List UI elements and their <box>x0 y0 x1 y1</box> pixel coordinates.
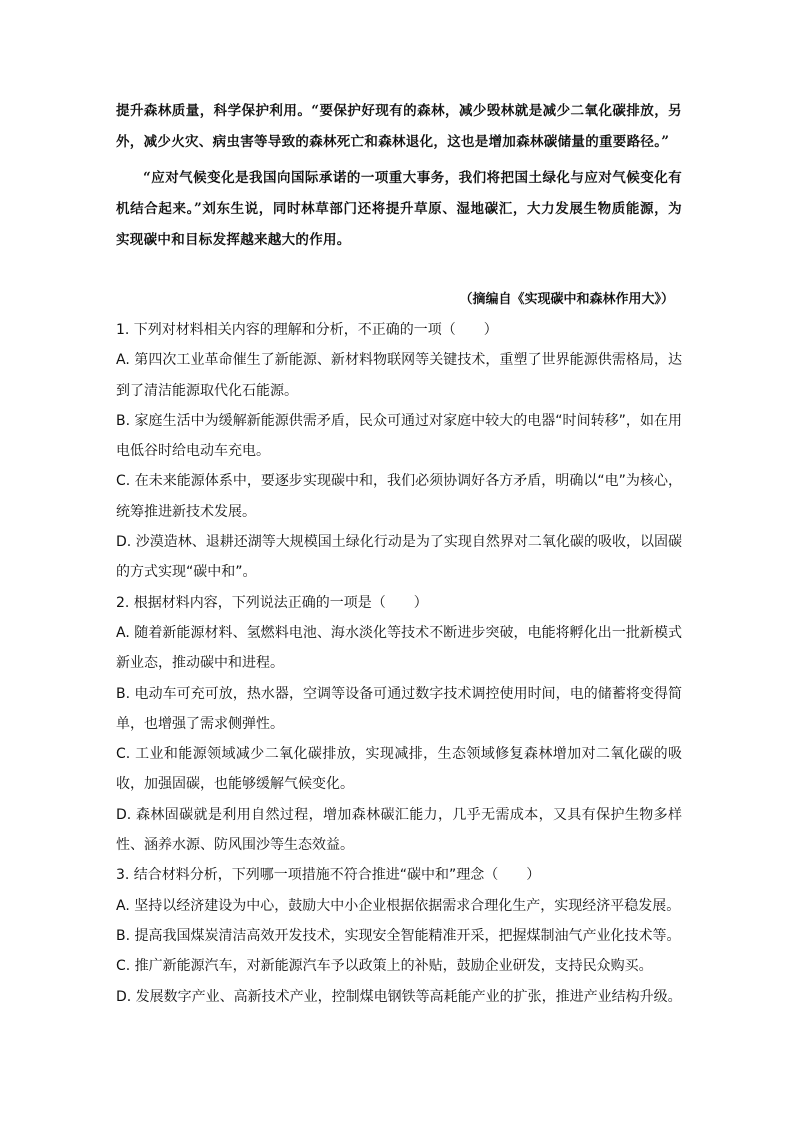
passage <box>116 96 682 256</box>
question-2 <box>116 588 682 861</box>
option-c: C. 在未来能源体系中，要逐步实现碳中和，我们必须协调好各方矛盾，明确以“电”为核心，统筹推进新技术发展。 <box>116 473 682 520</box>
passage-source: （摘编自《实现碳中和森林作用大》） <box>459 292 674 307</box>
passage-paragraph-1: 提升森林质量，科学保护利用。“要保护好现有的森林，减少毁林就是减少二氧化碳排放，另外，减少火灾、病虫害等导致的森林死亡和森林退化，这也是增加森林碳储量的重要路径。” <box>116 103 682 150</box>
option-b: B. 电动车可充可放，热水器，空调等设备可通过数字技术调控使用时间，电的储蓄将变得简单，也增强了需求侧弹性。 <box>116 685 682 732</box>
option-a: A. 随着新能源材料、氢燃料电池、海水淡化等技术不断进步突破，电能将孵化出一批新模式新业态，推动碳中和进程。 <box>116 624 682 672</box>
question-list <box>116 315 682 1012</box>
question-stem: 1. 下列对材料相关内容的理解和分析，不正确的一项（ ） <box>116 322 498 338</box>
option-a: A. 坚持以经济建设为中心，鼓励大中小企业根据依据需求合理化生产，实现经济平稳发展。 <box>116 897 681 914</box>
option-d: D. 森林固碳就是利用自然过程，增加森林碳汇能力，几乎无需成本，又具有保护生物多样性、涵养水源、防风围沙等生态效益。 <box>116 806 682 854</box>
option-c: C. 推广新能源汽车，对新能源汽车予以政策上的补贴，鼓励企业研发，支持民众购买。 <box>116 958 653 975</box>
question-stem: 3. 结合材料分析，下列哪一项措施不符合推进“碳中和”理念（ ） <box>116 867 541 884</box>
option-d: D. 发展数字产业、高新技术产业，控制煤电钢铁等高耗能产业的扩张，推进产业结构升级。 <box>116 988 682 1005</box>
passage-paragraph-2: “应对气候变化是我国向国际承诺的一项重大事务，我们将把国土绿化与应对气候变化有机结合起来。”刘东生说，同时林草部门还将提升草原、湿地碳汇，大力发展生物质能源，为实现碳中和目标发挥越来越大的作用。 <box>116 170 682 248</box>
option-d: D. 沙漠造林、退耕还湖等大规模国土绿化行动是为了实现自然界对二氧化碳的吸收，以固碳的方式实现“碳中和”。 <box>116 534 682 581</box>
question-1 <box>116 315 682 588</box>
question-stem: 2. 根据材料内容，下列说法正确的一项是（ ） <box>116 594 428 611</box>
option-c: C. 工业和能源领域减少二氧化碳排放，实现减排，生态领域修复森林增加对二氧化碳的吸收，加强固碳，也能够缓解气候变化。 <box>116 746 682 793</box>
option-b: B. 提高我国煤炭清洁高效开发技术，实现安全智能精准开采，把握煤制油气产业化技术等。 <box>116 927 681 944</box>
option-b: B. 家庭生活中为缓解新能源供需矛盾，民众可通过对家庭中较大的电器“时间转移”，如在用电低谷时给电动车充电。 <box>116 412 682 460</box>
option-a: A. 第四次工业革命催生了新能源、新材料物联网等关键技术，重塑了世界能源供需格局，达到了清洁能源取代化石能源。 <box>116 352 682 399</box>
question-3 <box>116 860 682 1011</box>
